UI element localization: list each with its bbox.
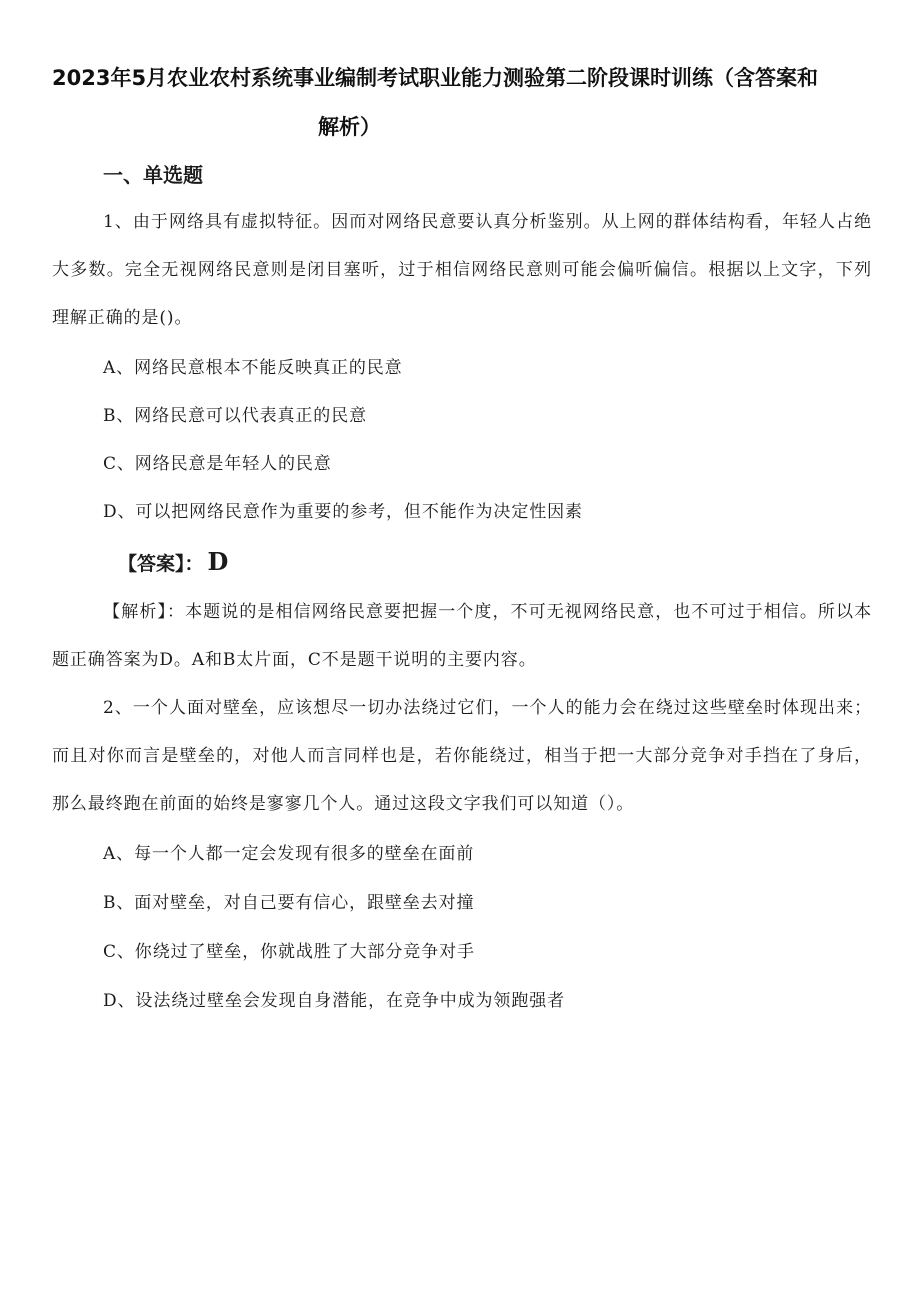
- section-heading: 一、单选题: [103, 163, 203, 187]
- question-1-option-d: D、可以把网络民意作为重要的参考，但不能作为决定性因素: [103, 502, 583, 522]
- question-2-stem-text: 2、一个人面对壁垒，应该想尽一切办法绕过它们，一个人的能力会在绕过这些壁垒时体现出来；而且对你而言是壁垒的，对他人而言同样也是，若你能绕过，相当于把一大部分竞争对手挡在了身后，那么最终跑在前面的始终是寥寥几个人。通过这段文字我们可以知道（）。: [52, 698, 872, 814]
- question-1-stem: [52, 198, 872, 342]
- answer-value: D: [207, 547, 229, 576]
- question-2-option-d: D、设法绕过壁垒会发现自身潜能，在竞争中成为领跑强者: [103, 991, 566, 1011]
- answer-label: 【答案】：: [118, 553, 204, 575]
- question-1-answer: [118, 538, 228, 588]
- question-2-option-b: B、面对壁垒，对自己要有信心，跟壁垒去对撞: [103, 893, 475, 913]
- document-title-line-1: 2023年5月农业农村系统事业编制考试职业能力测验第二阶段课时训练（含答案和: [52, 66, 819, 90]
- question-1-analysis-text: 【解析】：本题说的是相信网络民意要把握一个度，不可无视网络民意，也不可过于相信。所以本题正确答案为D。A和B太片面，C不是题干说明的主要内容。: [52, 602, 872, 670]
- question-1-option-b: B、网络民意可以代表真正的民意: [103, 406, 367, 426]
- question-2-option-c: C、你绕过了壁垒，你就战胜了大部分竞争对手: [103, 942, 475, 962]
- question-1-analysis: [52, 588, 872, 684]
- question-2-option-a: A、每一个人都一定会发现有很多的壁垒在面前: [103, 844, 475, 864]
- document-title-line-2: 解析）: [318, 115, 381, 139]
- question-1-option-c: C、网络民意是年轻人的民意: [103, 454, 332, 474]
- question-1-stem-text: 1、由于网络具有虚拟特征。因而对网络民意要认真分析鉴别。从上网的群体结构看，年轻人占绝大多数。完全无视网络民意则是闭目塞听，过于相信网络民意则可能会偏听偏信。根据以上文字，下列理解正确的是()。: [52, 212, 872, 328]
- question-2-stem: [52, 684, 872, 828]
- question-1-option-a: A、网络民意根本不能反映真正的民意: [103, 358, 403, 378]
